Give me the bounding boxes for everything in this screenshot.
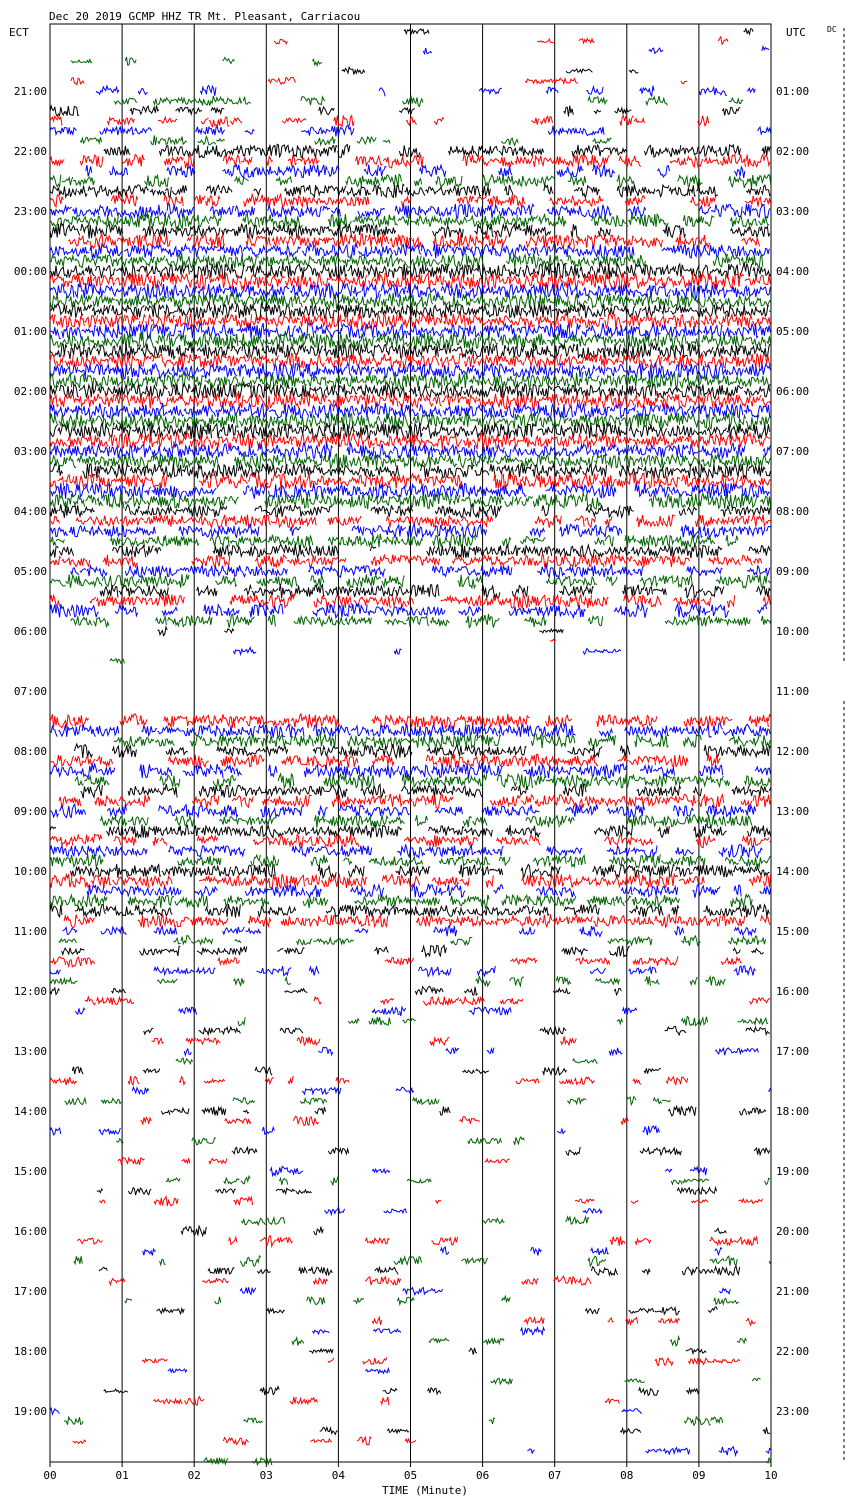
trace-101 bbox=[152, 1037, 577, 1046]
trace-110 bbox=[50, 1126, 659, 1135]
left-tick-label: 11:00 bbox=[13, 925, 47, 938]
trace-126 bbox=[240, 1287, 730, 1294]
trace-129 bbox=[372, 1317, 755, 1325]
left-tick-label: 21:00 bbox=[13, 85, 47, 98]
trace-56 bbox=[100, 584, 770, 598]
right-axis-label: UTC bbox=[786, 26, 806, 39]
trace-139 bbox=[64, 1417, 723, 1425]
trace-76 bbox=[81, 784, 771, 798]
left-tick-label: 08:00 bbox=[13, 745, 47, 758]
x-tick-label: 04 bbox=[331, 1469, 346, 1482]
left-tick-label: 22:00 bbox=[13, 145, 47, 158]
trace-122 bbox=[143, 1247, 722, 1256]
trace-119 bbox=[241, 1217, 589, 1225]
trace-120 bbox=[181, 1226, 726, 1236]
right-tick-label: 20:00 bbox=[776, 1225, 810, 1238]
left-axis-label: ECT bbox=[9, 26, 29, 39]
trace-60 bbox=[158, 627, 564, 636]
right-tick-label: 01:00 bbox=[776, 85, 810, 98]
right-tick-label: 21:00 bbox=[776, 1285, 810, 1298]
trace-140 bbox=[320, 1427, 770, 1434]
trace-19 bbox=[50, 214, 769, 229]
trace-9 bbox=[50, 116, 709, 127]
trace-142 bbox=[527, 1447, 770, 1456]
right-tick-label: 02:00 bbox=[776, 145, 810, 158]
trace-8 bbox=[50, 106, 740, 117]
x-tick-label: 00 bbox=[43, 1469, 57, 1482]
right-tick-label: 08:00 bbox=[776, 505, 810, 518]
trace-137 bbox=[153, 1397, 619, 1406]
trace-112 bbox=[232, 1147, 770, 1155]
trace-111 bbox=[116, 1137, 524, 1145]
left-tick-label: 03:00 bbox=[13, 445, 47, 458]
minute-gridlines bbox=[122, 24, 699, 1462]
trace-82 bbox=[50, 844, 762, 857]
trace-143 bbox=[204, 1458, 771, 1465]
trace-108 bbox=[161, 1106, 766, 1116]
trace-7 bbox=[115, 96, 744, 107]
right-tick-label: 11:00 bbox=[776, 685, 810, 698]
trace-86 bbox=[87, 884, 771, 898]
left-tick-label: 04:00 bbox=[13, 505, 47, 518]
trace-98 bbox=[75, 1007, 636, 1016]
trace-135 bbox=[491, 1378, 761, 1384]
trace-130 bbox=[313, 1328, 545, 1335]
trace-21 bbox=[68, 234, 759, 249]
trace-4 bbox=[342, 67, 639, 74]
trace-12 bbox=[104, 144, 771, 158]
x-tick-label: 06 bbox=[475, 1469, 490, 1482]
right-tick-label: 06:00 bbox=[776, 385, 810, 398]
trace-128 bbox=[157, 1307, 718, 1315]
trace-23 bbox=[50, 253, 763, 268]
trace-59 bbox=[71, 614, 771, 628]
trace-58 bbox=[50, 604, 767, 618]
trace-116 bbox=[97, 1188, 717, 1195]
right-tick-label: 15:00 bbox=[776, 925, 810, 938]
trace-71 bbox=[114, 734, 771, 748]
left-tick-label: 06:00 bbox=[13, 625, 47, 638]
trace-92 bbox=[62, 945, 764, 956]
right-tick-label: 12:00 bbox=[776, 745, 810, 758]
trace-113 bbox=[118, 1158, 510, 1165]
trace-107 bbox=[65, 1097, 671, 1105]
trace-53 bbox=[50, 554, 762, 567]
trace-1 bbox=[274, 37, 728, 45]
left-tick-label: 12:00 bbox=[13, 985, 47, 998]
trace-134 bbox=[168, 1369, 390, 1374]
right-tick-label: 13:00 bbox=[776, 805, 810, 818]
x-tick-label: 03 bbox=[259, 1469, 273, 1482]
trace-141 bbox=[73, 1437, 416, 1445]
right-tick-label: 16:00 bbox=[776, 985, 810, 998]
left-tick-label: 10:00 bbox=[13, 865, 47, 878]
right-tick-label: 19:00 bbox=[776, 1165, 810, 1178]
trace-6 bbox=[96, 86, 755, 97]
trace-91 bbox=[59, 936, 766, 946]
left-tick-label: 05:00 bbox=[13, 565, 47, 578]
trace-73 bbox=[50, 754, 720, 768]
left-tick-label: 09:00 bbox=[13, 805, 47, 818]
trace-104 bbox=[72, 1067, 661, 1076]
x-tick-label: 10 bbox=[764, 1469, 778, 1482]
trace-102 bbox=[184, 1047, 758, 1055]
trace-90 bbox=[63, 926, 757, 937]
trace-114 bbox=[270, 1167, 707, 1176]
trace-89 bbox=[64, 914, 770, 927]
dc-label: DC bbox=[827, 25, 837, 34]
trace-121 bbox=[77, 1236, 757, 1246]
left-tick-label: 18:00 bbox=[13, 1345, 47, 1358]
trace-62 bbox=[233, 648, 620, 655]
trace-97 bbox=[85, 997, 770, 1006]
trace-136 bbox=[104, 1387, 700, 1396]
right-tick-label: 04:00 bbox=[776, 265, 810, 278]
right-tick-label: 05:00 bbox=[776, 325, 810, 338]
x-axis-label: TIME (Minute) bbox=[381, 1484, 469, 1497]
left-tick-label: 14:00 bbox=[13, 1105, 47, 1118]
left-tick-label: 01:00 bbox=[13, 325, 47, 338]
x-tick-label: 05 bbox=[403, 1469, 418, 1482]
trace-0 bbox=[404, 29, 753, 34]
trace-99 bbox=[238, 1017, 768, 1026]
x-tick-label: 07 bbox=[548, 1469, 562, 1482]
left-tick-label: 13:00 bbox=[13, 1045, 47, 1058]
trace-72 bbox=[74, 744, 770, 758]
x-tick-label: 01 bbox=[115, 1469, 129, 1482]
trace-106 bbox=[132, 1087, 770, 1094]
right-tick-label: 07:00 bbox=[776, 445, 810, 458]
trace-117 bbox=[99, 1197, 762, 1206]
trace-125 bbox=[109, 1276, 591, 1285]
trace-132 bbox=[309, 1348, 706, 1355]
trace-115 bbox=[166, 1176, 770, 1185]
trace-20 bbox=[50, 223, 770, 238]
left-tick-label: 02:00 bbox=[13, 385, 47, 398]
trace-124 bbox=[99, 1266, 740, 1275]
trace-52 bbox=[50, 544, 770, 558]
x-tick-label: 02 bbox=[187, 1469, 201, 1482]
left-tick-label: 23:00 bbox=[13, 205, 47, 218]
trace-127 bbox=[125, 1296, 739, 1305]
trace-138 bbox=[50, 1408, 642, 1414]
trace-77 bbox=[59, 794, 771, 808]
trace-5 bbox=[71, 77, 687, 84]
trace-14 bbox=[86, 165, 745, 178]
trace-41 bbox=[50, 433, 770, 449]
trace-96 bbox=[50, 986, 621, 995]
right-tick-label: 18:00 bbox=[776, 1105, 810, 1118]
left-tick-label: 17:00 bbox=[13, 1285, 47, 1298]
left-tick-label: 00:00 bbox=[13, 265, 47, 278]
right-tick-label: 03:00 bbox=[776, 205, 810, 218]
left-time-axis bbox=[14, 85, 47, 1418]
x-tick-label: 09 bbox=[692, 1469, 706, 1482]
left-tick-label: 19:00 bbox=[13, 1405, 47, 1418]
right-time-axis bbox=[776, 85, 809, 1418]
right-tick-label: 14:00 bbox=[776, 865, 810, 878]
trace-133 bbox=[142, 1357, 740, 1365]
trace-84 bbox=[70, 864, 770, 878]
trace-78 bbox=[50, 804, 756, 817]
trace-118 bbox=[324, 1207, 602, 1214]
left-tick-label: 15:00 bbox=[13, 1165, 47, 1178]
left-tick-label: 07:00 bbox=[13, 685, 47, 698]
trace-3 bbox=[71, 57, 322, 66]
trace-2 bbox=[423, 47, 769, 54]
x-axis bbox=[43, 1462, 777, 1482]
trace-93 bbox=[50, 956, 742, 966]
trace-94 bbox=[50, 966, 755, 976]
trace-103 bbox=[176, 1058, 598, 1064]
right-tick-label: 17:00 bbox=[776, 1045, 810, 1058]
chart-title: Dec 20 2019 GCMP HHZ TR Mt. Pleasant, Carriacou bbox=[49, 10, 361, 23]
right-tick-label: 23:00 bbox=[776, 1405, 810, 1418]
x-tick-label: 08 bbox=[620, 1469, 634, 1482]
trace-123 bbox=[74, 1256, 771, 1266]
trace-100 bbox=[144, 1026, 770, 1035]
trace-131 bbox=[292, 1337, 747, 1346]
right-tick-label: 22:00 bbox=[776, 1345, 810, 1358]
trace-54 bbox=[71, 564, 771, 578]
left-tick-label: 16:00 bbox=[13, 1225, 47, 1238]
trace-11 bbox=[80, 135, 612, 145]
trace-95 bbox=[50, 976, 726, 986]
right-tick-label: 09:00 bbox=[776, 565, 810, 578]
trace-105 bbox=[50, 1076, 688, 1085]
right-tick-label: 10:00 bbox=[776, 625, 810, 638]
